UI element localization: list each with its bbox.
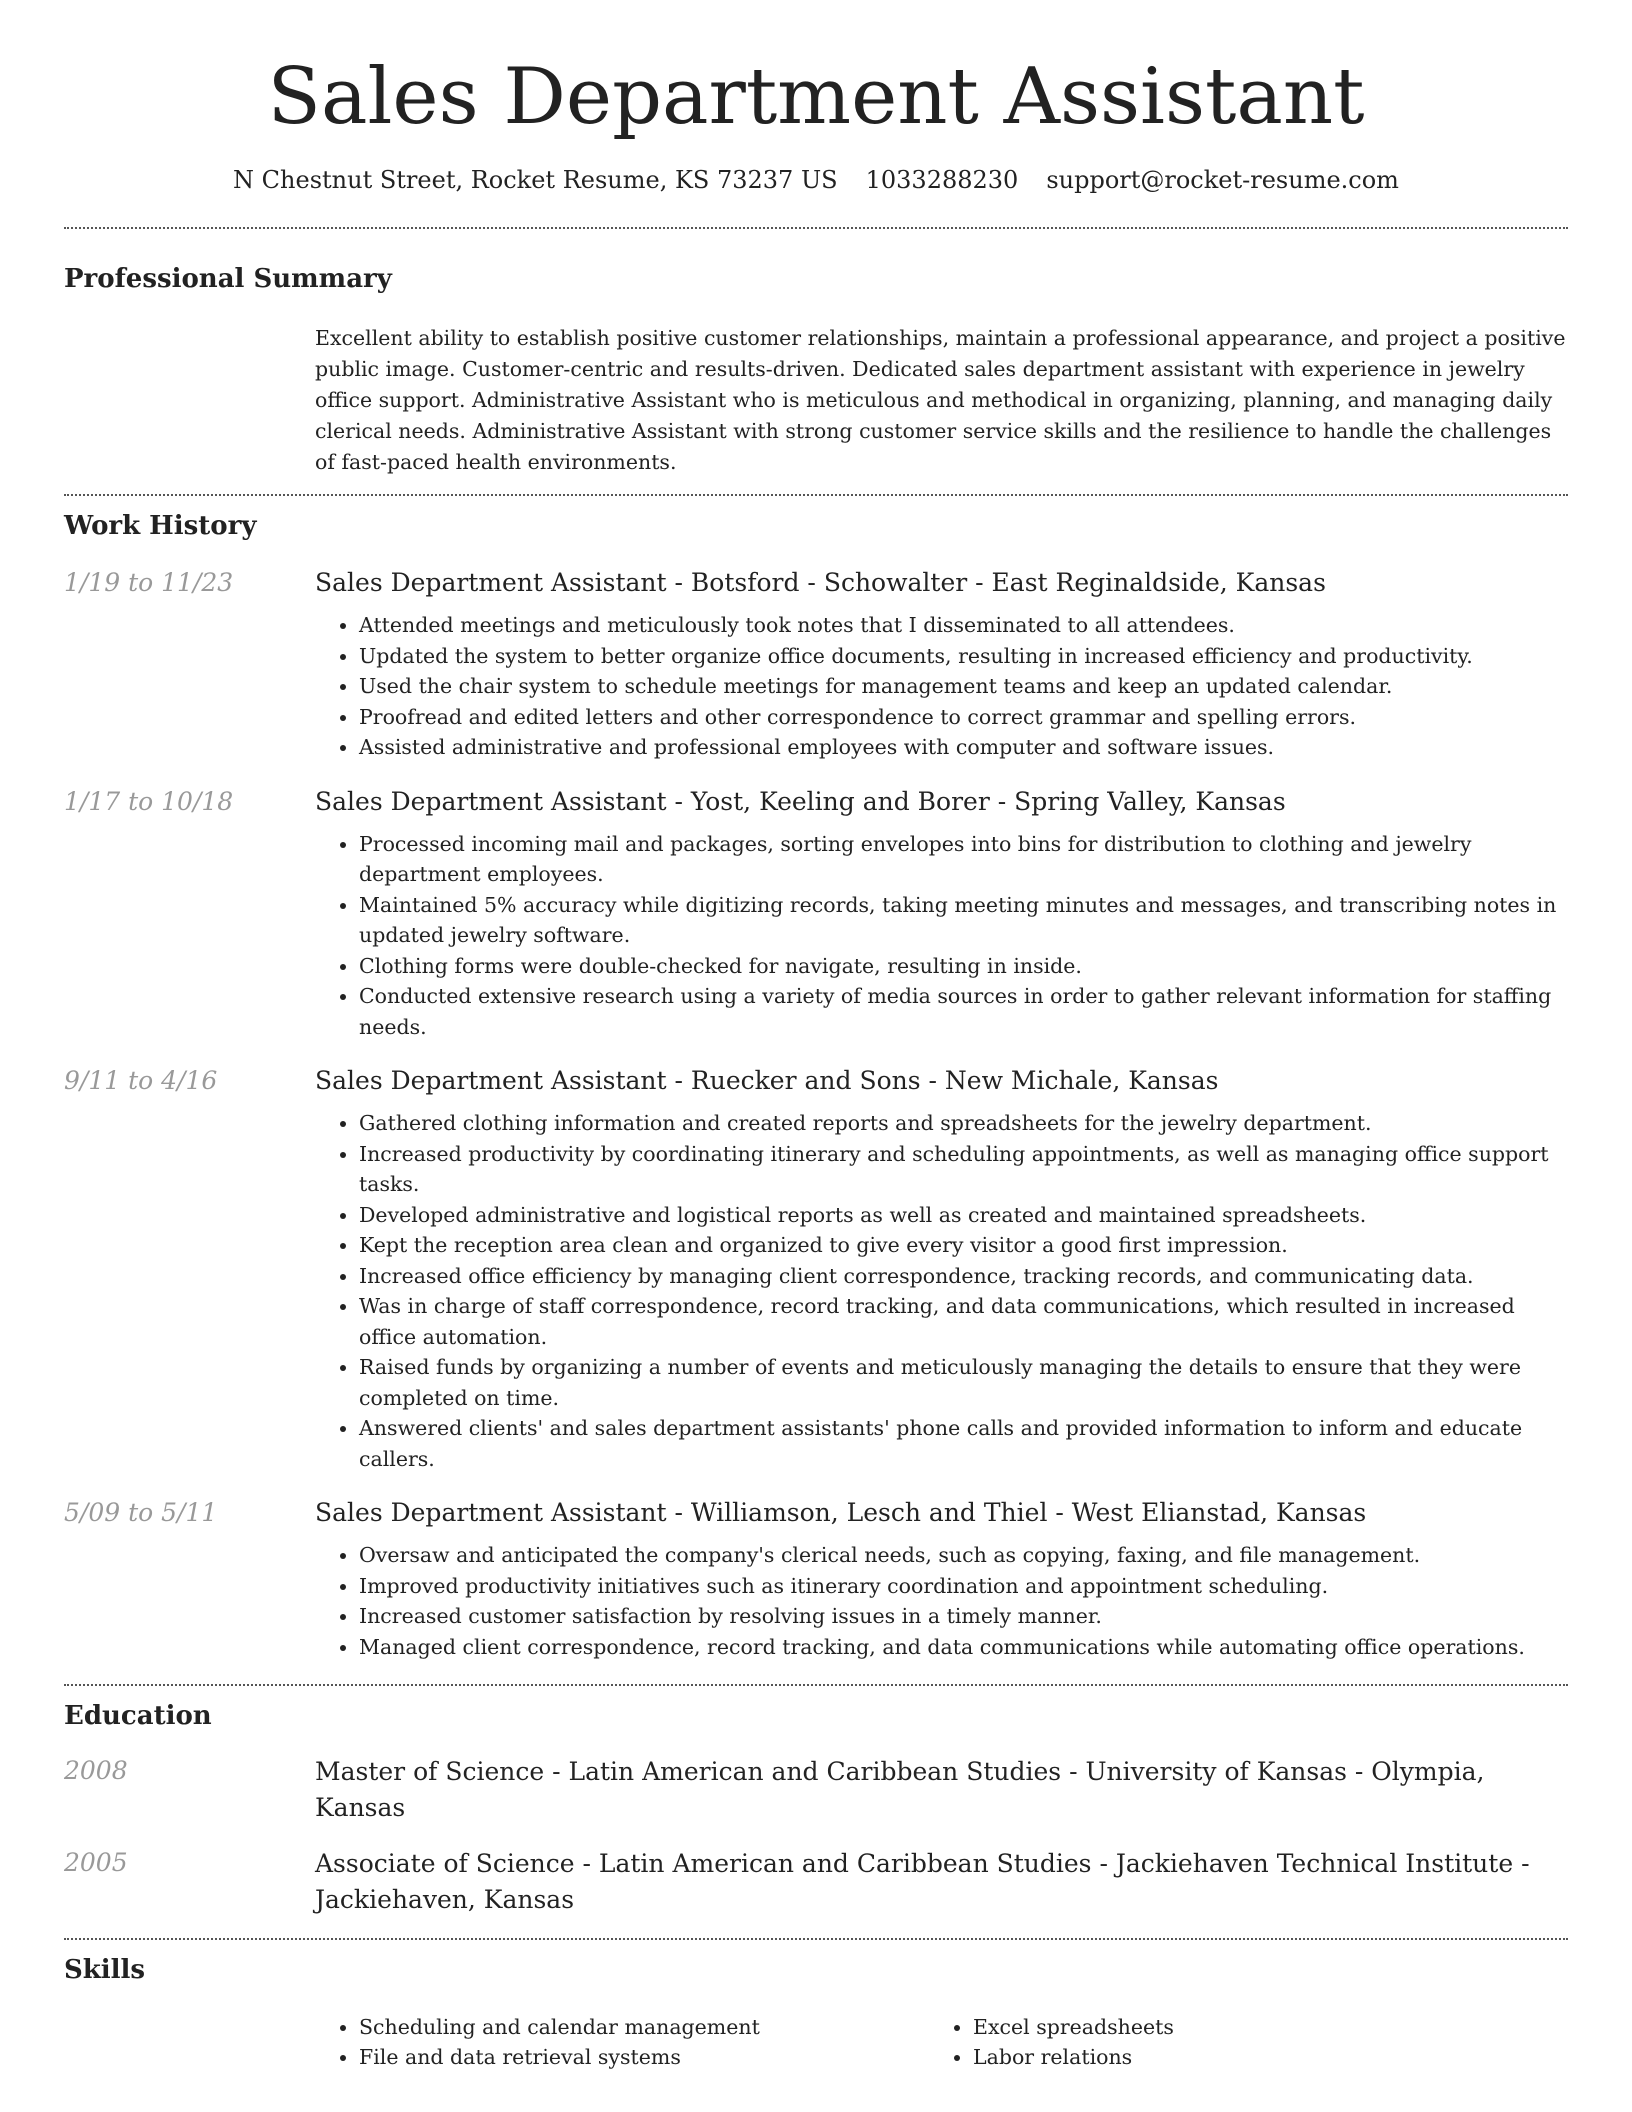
education-field: Latin American and Caribbean Studies [598,1849,1092,1878]
education-detail [315,1846,1568,1918]
separator: - [666,1066,691,1095]
job-bullet: • Answered clients' and sales department assistants' phone calls and provided information to inform and educate callers. [359,1413,1568,1474]
job-dates: 1/19 to 11/23 [64,568,234,597]
job-bullet: • Kept the reception area clean and organized to give every visitor a good first impression. [359,1230,1568,1261]
separator: - [989,786,1015,816]
skills-columns [315,2012,1568,2072]
job-bullet: • Used the chair system to schedule meetings for management teams and keep an updated calendar. [359,671,1568,702]
job-location: New Michale, Kansas [944,1066,1219,1095]
resume-page [64,0,1568,2072]
education-field: Latin American and Caribbean Studies [568,1757,1062,1786]
skills-list-left [315,2012,929,2072]
job-bullet: • Processed incoming mail and packages, sorting envelopes into bins for distribution to clothing and jewelry department employees. [359,829,1568,890]
work-history-list [64,566,1568,1662]
job-bullets [315,610,1568,763]
education-degree: Master of Science [315,1757,545,1786]
summary-row [64,323,1568,478]
job-bullet: • Raised funds by organizing a number of events and meticulously managing the details to ensure that they were completed on time. [359,1352,1568,1413]
resume-name: Sales Department Assistant [267,52,1365,142]
job-bullet: • Gathered clothing information and created reports and spreadsheets for the jewelry department. [359,1108,1568,1139]
job-bullet: • Conducted extensive research using a variety of media sources in order to gather relevant information for staffing needs. [359,981,1568,1042]
job-title [315,1064,1568,1098]
summary-text: Excellent ability to establish positive customer relationships, maintain a professional appearance, and project a positive public image. Customer-centric and results-driven. Dedicated sales department assistant with experience in jewelry office support. Administrative Assistant who is meticulous and methodical in organizing, planning, and managing daily clerical needs. Administrative Assistant with strong customer service skills and the resilience to handle the challenges of fast-paced health environments. [315,326,1566,474]
job-bullet: • Developed administrative and logistical reports as well as created and maintained spreadsheets. [359,1200,1568,1231]
separator: - [666,568,691,597]
job-title [315,785,1568,819]
separator: - [1513,1849,1530,1878]
job-company: Ruecker and Sons [690,1066,921,1095]
section-title-skills: Skills [64,1955,146,1985]
education-list [64,1754,1568,1918]
job-bullet: • Oversaw and anticipated the company's clerical needs, such as copying, faxing, and file management. [359,1540,1568,1571]
job-entry [64,1496,1568,1662]
skill-item: • Scheduling and calendar management [359,2012,929,2042]
job-bullet: • Increased productivity by coordinating itinerary and scheduling appointments, as well as managing office support tasks. [359,1139,1568,1200]
education-school: University of Kansas [1085,1757,1347,1786]
education-detail [315,1754,1568,1826]
separator: - [1061,1757,1086,1786]
job-company: Yost, Keeling and Borer [690,786,990,816]
separator: - [1091,1849,1116,1878]
job-bullet: • Attended meetings and meticulously took notes that I disseminated to all attendees. [359,610,1568,641]
job-role: Sales Department Assistant [315,786,667,816]
contact-address: N Chestnut Street, Rocket Resume, KS 73237 US [233,166,838,194]
separator: - [920,1066,945,1095]
job-dates: 5/09 to 5/11 [64,1498,218,1527]
job-location: East Reginaldside, Kansas [991,568,1326,597]
job-entry [64,1064,1568,1474]
education-location: Jackiehaven, Kansas [315,1885,575,1914]
job-bullets [315,829,1568,1043]
job-bullets [315,1108,1568,1474]
education-school: Jackiehaven Technical Institute [1115,1849,1514,1878]
section-title-work-history: Work History [64,511,257,541]
separator: - [574,1849,599,1878]
job-entry [64,785,1568,1043]
job-dates: 9/11 to 4/16 [64,1066,218,1095]
skills-row [64,2012,1568,2072]
job-entry [64,566,1568,763]
job-bullet: • Assisted administrative and professional employees with computer and software issues. [359,732,1568,763]
separator: - [666,786,691,816]
separator: - [666,1498,691,1527]
education-entry [64,1846,1568,1918]
education-year: 2008 [64,1756,128,1785]
job-title [315,1496,1568,1530]
job-dates: 1/17 to 10/18 [64,786,234,816]
job-bullet: • Improved productivity initiatives such as itinerary coordination and appointment scheduling. [359,1571,1568,1602]
contact-email: support@rocket-resume.com [1046,166,1399,194]
section-title-summary: Professional Summary [64,264,392,294]
education-degree: Associate of Science [315,1849,575,1878]
job-location: West Elianstad, Kansas [1071,1498,1367,1527]
contact-line [64,166,1568,194]
skill-item: • Labor relations [973,2042,1543,2072]
separator: - [1047,1498,1072,1527]
job-bullet: • Updated the system to better organize office documents, resulting in increased efficiency and productivity. [359,641,1568,672]
job-company: Botsford - Schowalter [690,568,968,597]
job-company: Williamson, Lesch and Thiel [690,1498,1048,1527]
job-bullet: • Managed client correspondence, record tracking, and data communications while automating office operations. [359,1632,1568,1663]
job-bullet: • Was in charge of staff correspondence, record tracking, and data communications, which resulted in increased office automation. [359,1291,1568,1352]
contact-phone: 1033288230 [865,166,1019,194]
job-role: Sales Department Assistant [315,1066,667,1095]
section-title-education: Education [64,1701,212,1731]
job-location: Spring Valley, Kansas [1014,786,1286,816]
separator: - [544,1757,569,1786]
education-year: 2005 [64,1848,128,1877]
skill-item: • File and data retrieval systems [359,2042,929,2072]
job-bullet: • Proofread and edited letters and other correspondence to correct grammar and spelling errors. [359,702,1568,733]
job-role: Sales Department Assistant [315,568,667,597]
education-location: Olympia, Kansas [315,1757,1485,1822]
separator: - [1346,1757,1372,1786]
job-title [315,566,1568,600]
job-bullet: • Increased office efficiency by managing client correspondence, tracking records, and communicating data. [359,1261,1568,1292]
job-bullets [315,1540,1568,1662]
skills-list-right [929,2012,1543,2072]
education-entry [64,1754,1568,1826]
job-bullet: • Increased customer satisfaction by resolving issues in a timely manner. [359,1601,1568,1632]
separator: - [967,568,992,597]
job-role: Sales Department Assistant [315,1498,667,1527]
job-bullet: • Clothing forms were double-checked for navigate, resulting in inside. [359,951,1568,982]
job-bullet: • Maintained 5% accuracy while digitizing records, taking meeting minutes and messages, and transcribing notes in updated jewelry software. [359,890,1568,951]
skill-item: • Excel spreadsheets [973,2012,1543,2042]
